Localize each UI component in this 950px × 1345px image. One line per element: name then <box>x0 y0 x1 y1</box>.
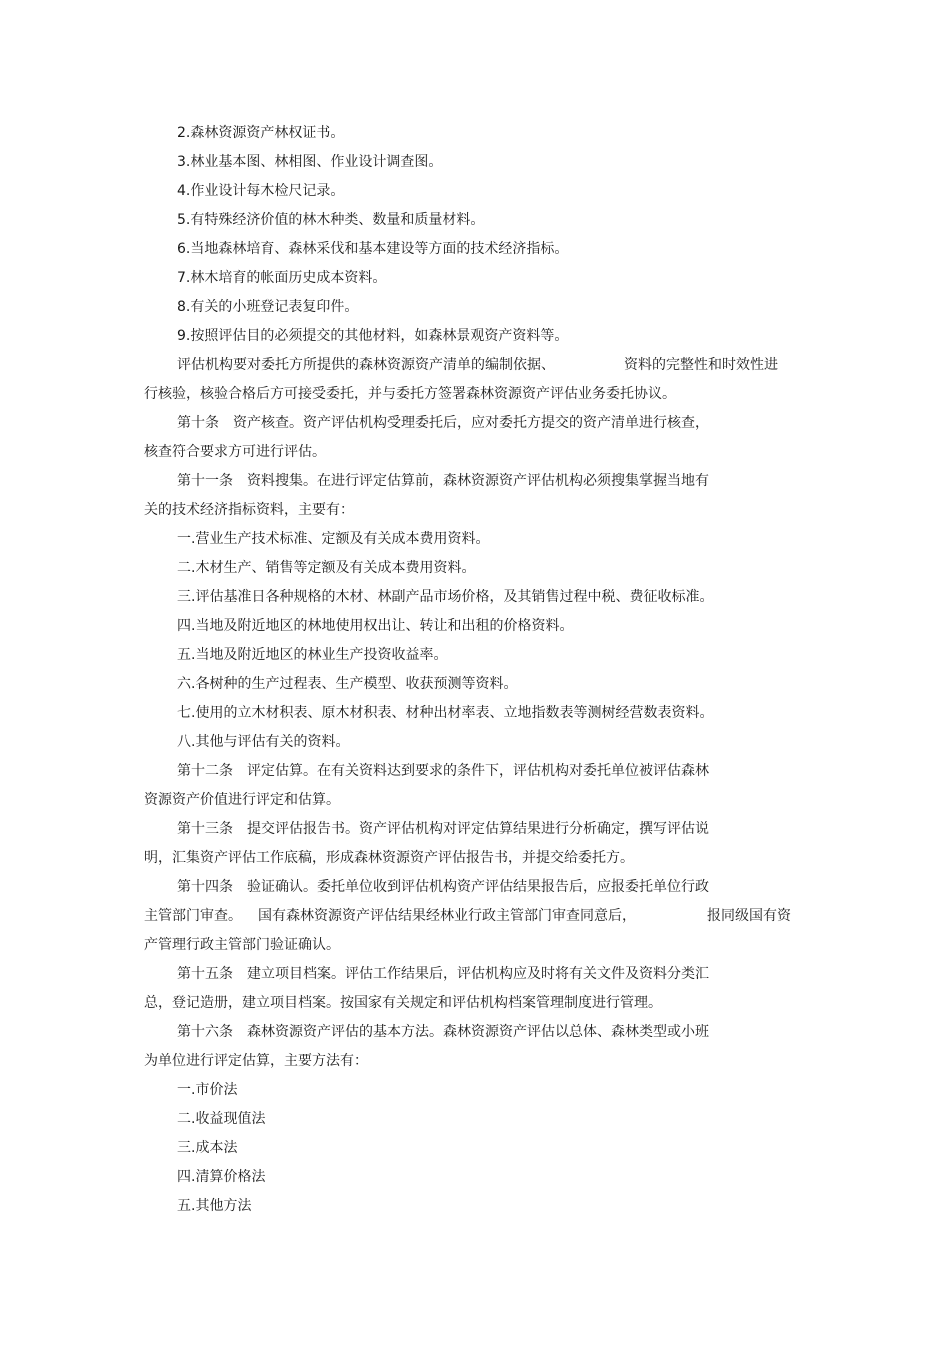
list-item: 七.使用的立木材积表、原木材积表、材种出材率表、立地指数表等测树经营数表资料。 <box>177 705 714 721</box>
paragraph-line: 主管部门审查。 <box>144 908 242 924</box>
list-item: 四.清算价格法 <box>177 1169 266 1185</box>
list-item: 五.当地及附近地区的林业生产投资收益率。 <box>177 647 448 663</box>
list-item: 五.其他方法 <box>177 1198 252 1214</box>
list-item: 二.木材生产、销售等定额及有关成本费用资料。 <box>177 560 476 576</box>
article-heading-line: 第十条 资产核查。资产评估机构受理委托后，应对委托方提交的资产清单进行核查， <box>177 415 709 431</box>
list-item: 7.林木培育的帐面历史成本资料。 <box>177 270 387 286</box>
paragraph-line: 国有森林资源资产评估结果经林业行政主管部门审查同意后， <box>258 908 636 924</box>
paragraph-line: 报同级国有资 <box>707 908 791 924</box>
list-item: 5.有特殊经济价值的林木种类、数量和质量材料。 <box>177 212 485 228</box>
list-item: 8.有关的小班登记表复印件。 <box>177 299 359 315</box>
paragraph-line: 行核验，核验合格后方可接受委托，并与委托方签署森林资源资产评估业务委托协议。 <box>144 386 676 402</box>
article-heading-line: 第十六条 森林资源资产评估的基本方法。森林资源资产评估以总体、森林类型或小班 <box>177 1024 709 1040</box>
paragraph-line: 产管理行政主管部门验证确认。 <box>144 937 340 953</box>
article-heading-line: 第十一条 资料搜集。在进行评定估算前，森林资源资产评估机构必须搜集掌握当地有 <box>177 473 709 489</box>
article-heading-line: 第十四条 验证确认。委托单位收到评估机构资产评估结果报告后，应报委托单位行政 <box>177 879 709 895</box>
article-heading-line: 第十五条 建立项目档案。评估工作结果后，评估机构应及时将有关文件及资料分类汇 <box>177 966 709 982</box>
paragraph-line: 关的技术经济指标资料，主要有： <box>144 502 354 518</box>
list-item: 6.当地森林培育、森林采伐和基本建设等方面的技术经济指标。 <box>177 241 569 257</box>
list-item: 四.当地及附近地区的林地使用权出让、转让和出租的价格资料。 <box>177 618 574 634</box>
paragraph-line: 明，汇集资产评估工作底稿，形成森林资源资产评估报告书，并提交给委托方。 <box>144 850 634 866</box>
list-item: 三.成本法 <box>177 1140 238 1156</box>
list-item: 二.收益现值法 <box>177 1111 266 1127</box>
list-item: 八.其他与评估有关的资料。 <box>177 734 350 750</box>
paragraph-line: 评估机构要对委托方所提供的森林资源资产清单的编制依据、 <box>177 357 555 373</box>
paragraph-line: 资料的完整性和时效性进 <box>624 357 778 373</box>
list-item: 六.各树种的生产过程表、生产模型、收获预测等资料。 <box>177 676 518 692</box>
paragraph-line: 核查符合要求方可进行评估。 <box>144 444 326 460</box>
list-item: 4.作业设计每木检尺记录。 <box>177 183 345 199</box>
list-item: 一.市价法 <box>177 1082 238 1098</box>
article-heading-line: 第十二条 评定估算。在有关资料达到要求的条件下，评估机构对委托单位被评估森林 <box>177 763 709 779</box>
list-item: 3.林业基本图、林相图、作业设计调查图。 <box>177 154 443 170</box>
paragraph-line: 为单位进行评定估算，主要方法有： <box>144 1053 368 1069</box>
list-item: 三.评估基准日各种规格的木材、林副产品市场价格，及其销售过程中税、费征收标准。 <box>177 589 714 605</box>
paragraph-line: 资源资产价值进行评定和估算。 <box>144 792 340 808</box>
list-item: 2.森林资源资产林权证书。 <box>177 125 345 141</box>
paragraph-line: 总，登记造册，建立项目档案。按国家有关规定和评估机构档案管理制度进行管理。 <box>144 995 662 1011</box>
list-item: 一.营业生产技术标准、定额及有关成本费用资料。 <box>177 531 490 547</box>
list-item: 9.按照评估目的必须提交的其他材料，如森林景观资产资料等。 <box>177 328 569 344</box>
article-heading-line: 第十三条 提交评估报告书。资产评估机构对评定估算结果进行分析确定，撰写评估说 <box>177 821 709 837</box>
